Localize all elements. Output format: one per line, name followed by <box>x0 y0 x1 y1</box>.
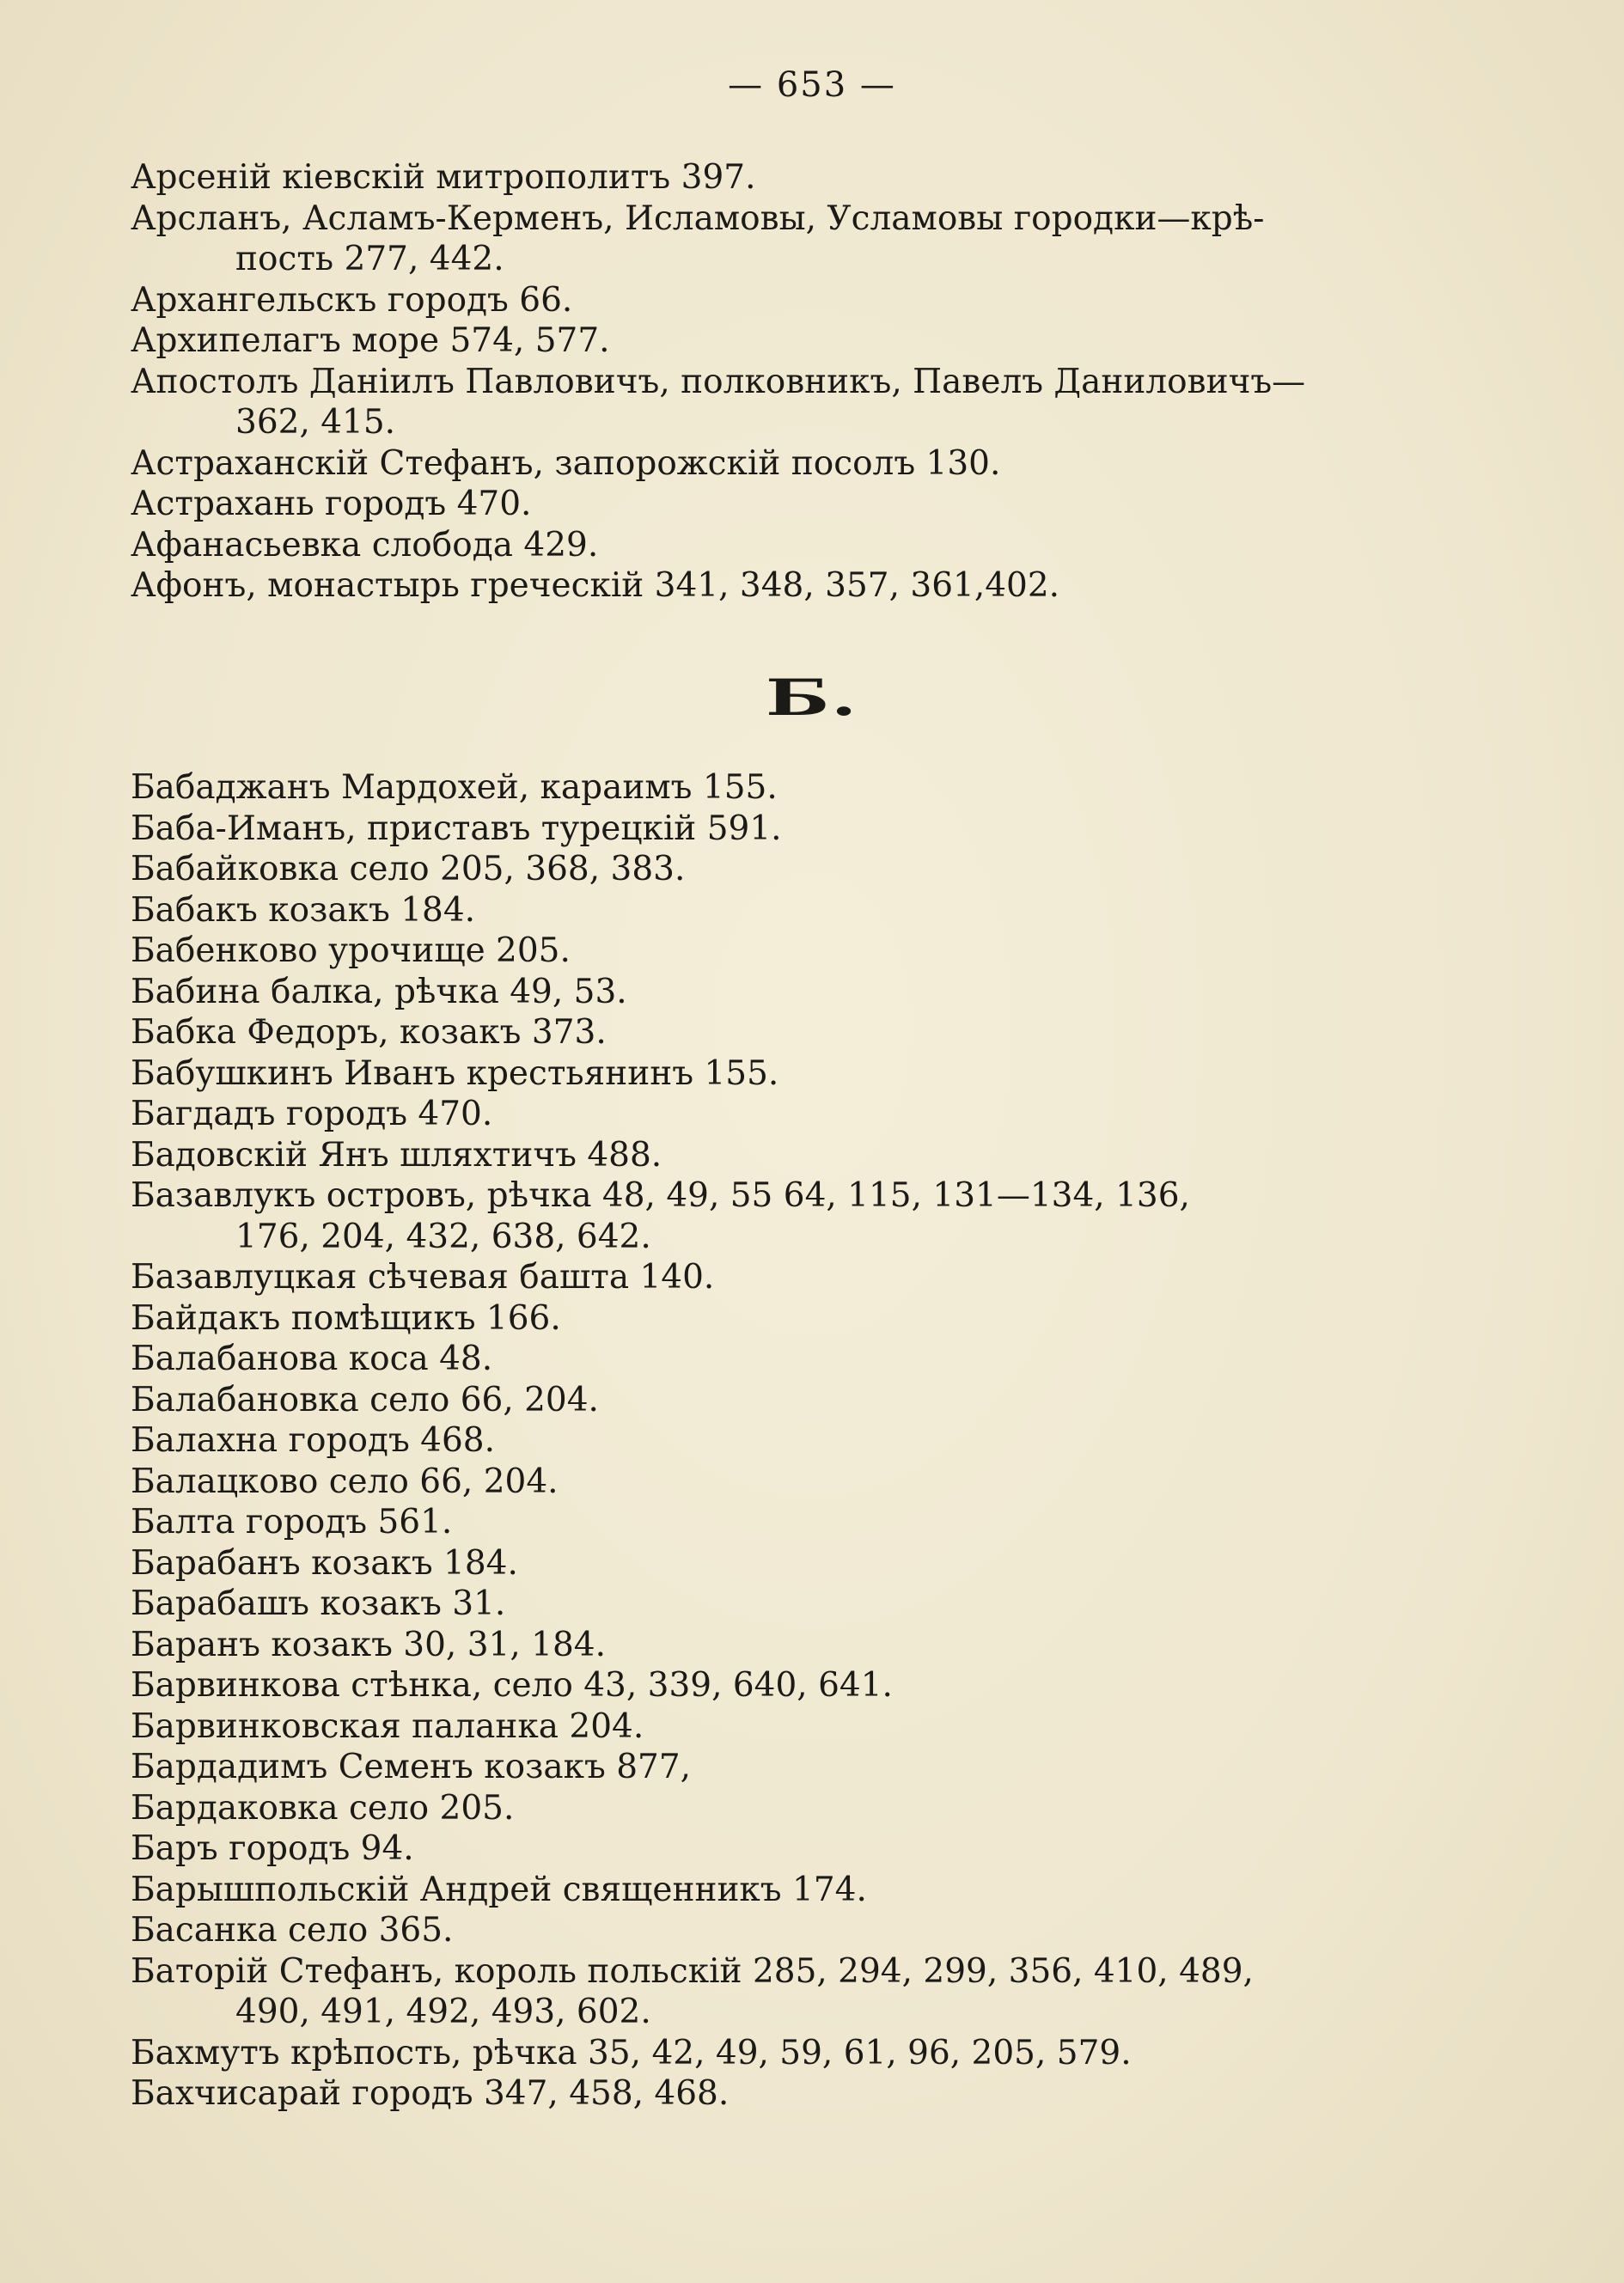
index-entry <box>131 1502 1437 1543</box>
index-entry <box>131 362 1437 443</box>
index-entry-text: Барабашъ козакъ 31. <box>131 1584 506 1623</box>
index-entry-text: Барвинкова стѣнка, село 43, 339, 640, 641. <box>131 1666 893 1705</box>
index-entry-text: Баба-Иманъ, приставъ турецкій 591. <box>131 809 782 848</box>
index-entry <box>131 1257 1437 1298</box>
index-entry <box>131 767 1437 809</box>
index-entry-text: Бабакъ козакъ 184. <box>131 890 476 930</box>
index-entry <box>131 1420 1437 1462</box>
index-entry <box>131 1462 1437 1503</box>
index-entry-text: Базавлуцкая сѣчевая башта 140. <box>131 1258 715 1297</box>
index-entry <box>131 931 1437 972</box>
index-entry-text: Астраханскій Стефанъ, запорожскій посолъ 130. <box>131 443 1001 483</box>
index-entry-text: Багдадъ городъ 470. <box>131 1095 493 1133</box>
index-entry <box>131 320 1437 362</box>
index-entry-text: Бадовскій Янъ шляхтичъ 488. <box>131 1135 662 1175</box>
index-entry <box>131 972 1437 1013</box>
index-entry-continuation: пость 277, 442. <box>235 240 504 278</box>
index-entry-continuation: 176, 204, 432, 638, 642. <box>235 1217 651 1256</box>
index-entry <box>131 525 1437 566</box>
index-entry-text: Бабина балка, рѣчка 49, 53. <box>131 972 627 1011</box>
index-entry <box>131 2033 1437 2074</box>
index-entry-text: Баторій Стефанъ, король польскій 285, 294, 299, 356, 410, 489, <box>131 1951 1254 1991</box>
index-entry-text: Базавлукъ островъ, рѣчка 48, 49, 55 64, 115, 131—134, 136, <box>131 1176 1190 1215</box>
index-entry-text: Афонъ, монастырь греческій 341, 348, 357, 361,402. <box>131 566 1060 605</box>
index-entry <box>131 1543 1437 1584</box>
index-entry <box>131 1788 1437 1829</box>
index-entry <box>131 1951 1437 2033</box>
index-entry <box>131 565 1437 607</box>
index-entry <box>131 1584 1437 1625</box>
index-entry-continuation: 490, 491, 492, 493, 602. <box>235 1993 651 2031</box>
index-entry <box>131 1910 1437 1951</box>
index-entry-text: Балацково село 66, 204. <box>131 1462 559 1501</box>
index-entry <box>131 1747 1437 1788</box>
index-entry-text: Баръ городъ 94. <box>131 1829 414 1868</box>
index-entry <box>131 1380 1437 1421</box>
index-entry <box>131 280 1437 321</box>
index-entry <box>131 849 1437 890</box>
index-entry <box>131 1012 1437 1053</box>
index-entry-text: Арсланъ, Асламъ-Керменъ, Исламовы, Усламовы городки—крѣ- <box>131 198 1265 238</box>
index-entry-text: Барабанъ козакъ 184. <box>131 1543 518 1583</box>
index-entry-text: Барышпольскій Андрей священникъ 174. <box>131 1870 867 1909</box>
index-entry-text: Балахна городъ 468. <box>131 1421 495 1460</box>
index-section-b <box>131 767 1437 2115</box>
index-entry-text: Басанка село 365. <box>131 1911 454 1950</box>
letter-heading <box>0 668 1624 727</box>
index-entry-text: Барвинковская паланка 204. <box>131 1706 644 1746</box>
index-entry <box>131 198 1437 280</box>
index-entry <box>131 1094 1437 1135</box>
index-entry-text: Балабанова коса 48. <box>131 1340 493 1378</box>
index-entry <box>131 1175 1437 1257</box>
index-entry-text: Байдакъ помѣщикъ 166. <box>131 1298 561 1338</box>
index-entry <box>131 1053 1437 1095</box>
index-entry <box>131 157 1437 198</box>
index-entry-text: Бабка Федоръ, козакъ 373. <box>131 1013 607 1052</box>
index-entry <box>131 1706 1437 1748</box>
index-entry-text: Баранъ козакъ 30, 31, 184. <box>131 1625 606 1664</box>
index-entry-text: Бабайковка село 205, 368, 383. <box>131 850 686 888</box>
page-number: — 653 — <box>728 65 896 105</box>
index-entry-text: Архипелагъ море 574, 577. <box>131 321 610 360</box>
index-entry-text: Арсеній кіевскій митрополитъ 397. <box>131 158 756 197</box>
index-entry <box>131 1828 1437 1870</box>
index-entry <box>131 1665 1437 1706</box>
index-entry <box>131 809 1437 850</box>
index-entry-text: Афанасьевка слобода 429. <box>131 525 599 565</box>
index-entry <box>131 443 1437 485</box>
index-entry <box>131 890 1437 931</box>
index-entry-text: Бахмутъ крѣпость, рѣчка 35, 42, 49, 59, 61, 96, 205, 579. <box>131 2033 1132 2072</box>
index-entry-text: Бардадимъ Семенъ козакъ 877, <box>131 1748 692 1786</box>
index-entry <box>131 1870 1437 1911</box>
index-entry-text: Астрахань городъ 470. <box>131 485 532 523</box>
index-section-a <box>131 157 1437 607</box>
index-entry-text: Бабушкинъ Иванъ крестьянинъ 155. <box>131 1053 779 1093</box>
index-entry <box>131 484 1437 525</box>
index-entry <box>131 1339 1437 1380</box>
index-entry <box>131 1135 1437 1176</box>
index-entry-text: Балабановка село 66, 204. <box>131 1380 599 1419</box>
index-entry <box>131 1298 1437 1340</box>
index-entry-text: Балта городъ 561. <box>131 1503 453 1541</box>
index-entry-text: Апостолъ Даніилъ Павловичъ, полковникъ, Павелъ Даниловичъ— <box>131 362 1306 401</box>
index-entry <box>131 2073 1437 2115</box>
index-entry-text: Бардаковка село 205. <box>131 1788 515 1828</box>
index-entry-text: Архангельскъ городъ 66. <box>131 280 573 320</box>
letter-heading-text: Б. <box>766 668 858 727</box>
index-entry-text: Бабенково урочище 205. <box>131 931 571 970</box>
index-entry-text: Бабаджанъ Мардохей, караимъ 155. <box>131 768 778 807</box>
index-entry-continuation: 362, 415. <box>235 403 396 442</box>
index-entry-text: Бахчисарай городъ 347, 458, 468. <box>131 2074 730 2113</box>
index-entry <box>131 1625 1437 1666</box>
